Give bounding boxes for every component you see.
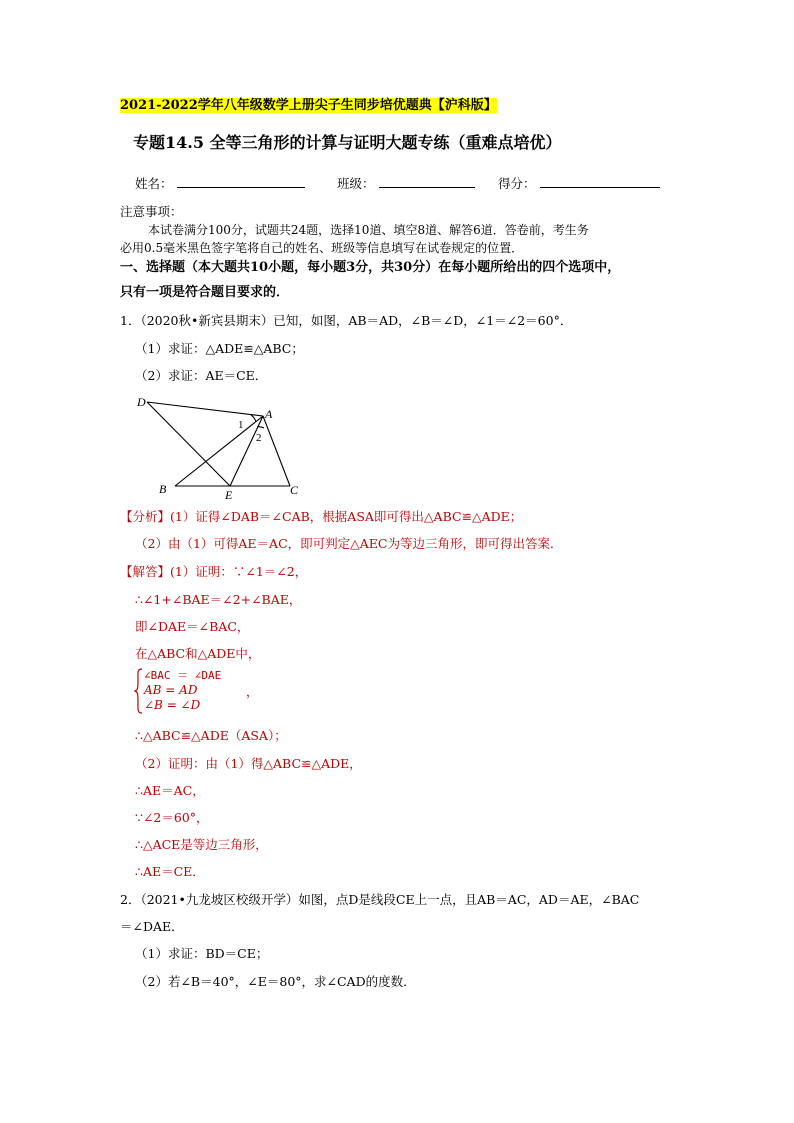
solution-tag: 【解答】 (120, 564, 171, 579)
student-info-row (135, 175, 305, 193)
solution-line-3: 即∠DAE＝∠BAC， (135, 619, 250, 634)
segment-DA (147, 402, 263, 416)
section-heading-1: 一、选择题（本大题共10小题，每小题3分，共30分）在每小题所给出的四个选项中， (120, 260, 621, 275)
solution-line-8: ∵∠2＝60°， (135, 810, 209, 825)
series-title: 2021-2022学年八年级数学上册尖子生同步培优题典【沪科版】 (120, 98, 497, 113)
name-blank[interactable] (177, 175, 305, 188)
score-blank[interactable] (540, 175, 660, 188)
solution-line-5: ∴△ABC≌△ADE（ASA）； (135, 728, 287, 743)
solution-line-10: ∴AE＝CE． (135, 864, 205, 879)
angle-2-arc (257, 427, 264, 428)
analysis-tag: 【分析】 (120, 509, 171, 524)
label-angle-2: 2 (256, 432, 262, 444)
q2-stem-2: ＝∠DAE． (120, 919, 184, 934)
system-row-1: ∠BAC ＝ ∠DAE (144, 669, 222, 682)
equation-system (134, 668, 274, 716)
solution-line-6: （2）证明：由（1）得△ABC≌△ADE， (135, 756, 362, 771)
solution-line-4: 在△ABC和△ADE中， (135, 646, 261, 661)
solution-line-7: ∴AE＝AC， (135, 783, 205, 798)
label-B: B (159, 482, 167, 496)
notice-line-2: 必用0.5毫米黑色签字笔将自己的姓名、班级等信息填写在试卷规定的位置． (120, 241, 524, 255)
segment-DE-ext (147, 402, 230, 486)
class-label: 班级： (337, 176, 375, 191)
analysis-line-1: (1）证得∠DAB＝∠CAB，根据ASA即可得出△ABC≌△ADE； (170, 509, 523, 524)
section-heading-2: 只有一项是符合题目要求的． (120, 285, 290, 300)
notice-title: 注意事项： (120, 204, 183, 219)
analysis-line-2: （2）由（1）可得AE＝AC，即可判定△AEC为等边三角形，即可得出答案． (135, 536, 563, 551)
q2-part1: （1）求证：BD＝CE； (135, 946, 269, 961)
label-D: D (137, 395, 146, 409)
q2-stem-1: 2．（2021•九龙坡区校级开学）如图，点D是线段CE上一点，且AB＝AC，AD＝AE，∠BAC (120, 892, 640, 907)
solution-line-2: ∴∠1+∠BAE＝∠2+∠BAE， (135, 592, 302, 607)
label-C: C (290, 483, 299, 497)
solution-line-9: ∴△ACE是等边三角形， (135, 837, 268, 852)
name-label: 姓名： (135, 176, 173, 191)
topic-title: 专题14.5 全等三角形的计算与证明大题专练（重难点培优） (133, 133, 562, 152)
notice-line-1: 本试卷满分100分，试题共24题，选择10道、填空8道、解答6道．答卷前，考生务 (148, 223, 589, 237)
score-label: 得分： (498, 176, 536, 191)
left-brace-icon (134, 668, 144, 714)
q2-part2: （2）若∠B＝40°，∠E＝80°，求∠CAD的度数． (135, 974, 416, 989)
label-A: A (265, 407, 273, 421)
label-E: E (225, 488, 233, 502)
solution-line-1: (1）证明：∵∠1＝∠2， (170, 564, 308, 579)
segment-CA (263, 416, 290, 486)
q1-part2: （2）求证：AE＝CE． (135, 368, 268, 383)
system-row-3: ∠B = ∠D (144, 698, 201, 712)
angle-1-arc (251, 415, 256, 422)
system-row-2: AB = AD (144, 683, 198, 697)
q1-geometry-figure (135, 390, 315, 502)
class-blank[interactable] (379, 175, 475, 188)
q1-stem: 1．（2020秋•新宾县期末）已知，如图，AB＝AD，∠B＝∠D，∠1＝∠2＝60°． (120, 313, 573, 328)
q1-part1: （1）求证：△ADE≌△ABC； (135, 341, 304, 356)
system-comma: ， (246, 684, 259, 699)
label-angle-1: 1 (238, 419, 244, 431)
